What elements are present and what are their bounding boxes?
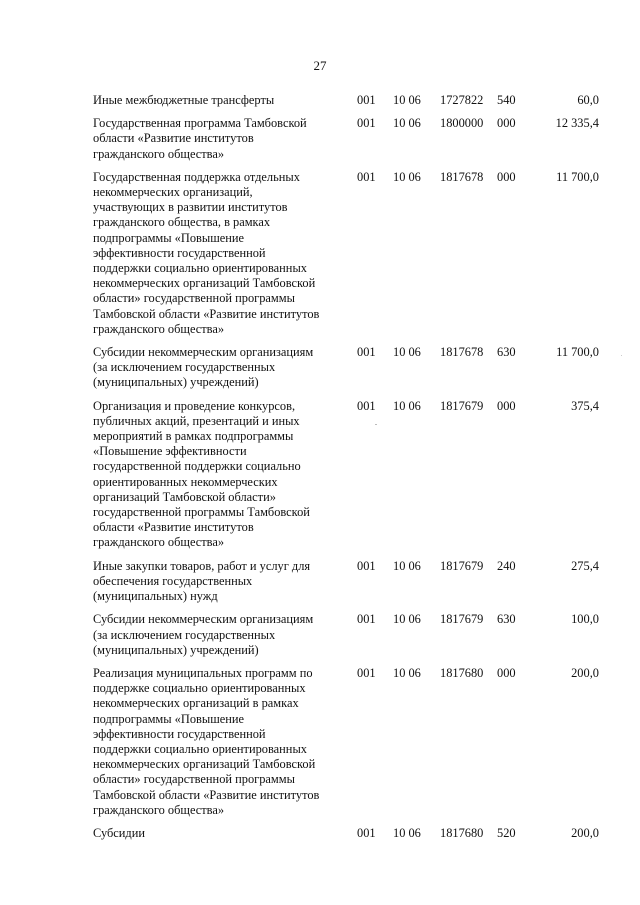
row-admin-code: 001 <box>357 825 376 840</box>
row-amount: 11 700,0 <box>556 169 599 184</box>
row-description: Иные закупки товаров, работ и услуг для обеспечения государственных (муниципальных) нужд <box>93 558 311 604</box>
row-section-code: 10 06 <box>393 558 421 573</box>
row-admin-code: 001 <box>357 93 376 107</box>
row-expense-type: 000 <box>497 665 516 680</box>
row-amount: 11 700,0 <box>556 345 599 360</box>
table-row <box>0 612 640 658</box>
row-description: Субсидии некоммерческим организациям (за исключением государственных (муниципальных) учреждений) <box>93 612 314 657</box>
row-admin-code: 001 <box>357 169 376 184</box>
scan-speck <box>375 424 377 425</box>
row-description: Реализация муниципальных программ по поддержке социально ориентированных некоммерческих организаций в рамках подпрограммы «Повышение эффективности государственной поддержки социально ориентированных некоммерческих организаций Тамбовской области» государственной программы Тамбовской области «Развитие институтов гражданского общества» <box>93 665 320 817</box>
row-target-article: 1817678 <box>440 345 484 360</box>
row-expense-type: 630 <box>497 612 516 627</box>
row-description: Организация и проведение конкурсов, публичных акций, презентаций и иных мероприятий в рамках подпрограммы «Повышение эффективности государственной поддержки социально ориентированных некоммерческих организаций Тамбовской области» государственной программы Тамбовской области «Развитие институтов гражданского общества» <box>93 398 310 550</box>
row-description: Субсидии некоммерческим организациям (за исключением государственных (муниципальных) учреждений) <box>93 345 314 390</box>
row-target-article: 1817679 <box>440 398 484 413</box>
row-section-code: 10 06 <box>393 116 421 131</box>
row-amount: 200,0 <box>571 825 599 840</box>
scan-speck <box>621 355 622 356</box>
row-target-article: 1817679 <box>440 558 484 573</box>
row-section-code: 10 06 <box>393 665 421 680</box>
row-admin-code: 001 <box>357 345 376 360</box>
row-description: Государственная программа Тамбовской области «Развитие институтов гражданского общества» <box>93 116 307 161</box>
row-admin-code: 001 <box>357 116 376 131</box>
row-amount: 12 335,4 <box>555 116 599 131</box>
budget-table <box>0 93 640 849</box>
row-target-article: 1817679 <box>440 612 484 627</box>
page-number: 27 <box>313 58 327 73</box>
table-row <box>0 666 640 818</box>
row-target-article: 1817680 <box>440 665 484 680</box>
row-section-code: 10 06 <box>393 825 421 840</box>
row-amount: 60,0 <box>577 93 599 107</box>
row-expense-type: 630 <box>497 345 516 360</box>
row-admin-code: 001 <box>357 398 376 413</box>
table-row <box>0 826 640 841</box>
row-expense-type: 000 <box>497 116 516 131</box>
table-row <box>0 345 640 391</box>
row-admin-code: 001 <box>357 665 376 680</box>
row-amount: 375,4 <box>571 398 599 413</box>
row-expense-type: 240 <box>497 558 516 573</box>
row-amount: 200,0 <box>571 665 599 680</box>
row-expense-type: 520 <box>497 825 516 840</box>
table-row <box>0 93 640 108</box>
row-section-code: 10 06 <box>393 612 421 627</box>
row-expense-type: 540 <box>497 93 516 107</box>
row-target-article: 1800000 <box>440 116 484 131</box>
row-admin-code: 001 <box>357 612 376 627</box>
row-admin-code: 001 <box>357 558 376 573</box>
row-description: Иные межбюджетные трансферты <box>93 93 275 107</box>
table-row <box>0 116 640 162</box>
row-description: Субсидии <box>93 825 145 840</box>
row-target-article: 1817678 <box>440 169 484 184</box>
row-target-article: 1727822 <box>440 93 484 107</box>
row-section-code: 10 06 <box>393 93 421 107</box>
table-row <box>0 399 640 551</box>
row-target-article: 1817680 <box>440 825 484 840</box>
row-section-code: 10 06 <box>393 398 421 413</box>
table-row <box>0 170 640 337</box>
row-description: Государственная поддержка отдельных некоммерческих организаций, участвующих в развитии институтов гражданского общества, в рамках подпрограммы «Повышение эффективности государственной поддержки социально ориентированных некоммерческих организаций Тамбовской области» государственной программы Тамбовской области «Развитие институтов гражданского общества» <box>93 169 320 336</box>
row-section-code: 10 06 <box>393 169 421 184</box>
table-row <box>0 559 640 605</box>
row-expense-type: 000 <box>497 398 516 413</box>
row-expense-type: 000 <box>497 169 516 184</box>
row-amount: 100,0 <box>571 612 599 627</box>
row-section-code: 10 06 <box>393 345 421 360</box>
row-amount: 275,4 <box>571 558 599 573</box>
